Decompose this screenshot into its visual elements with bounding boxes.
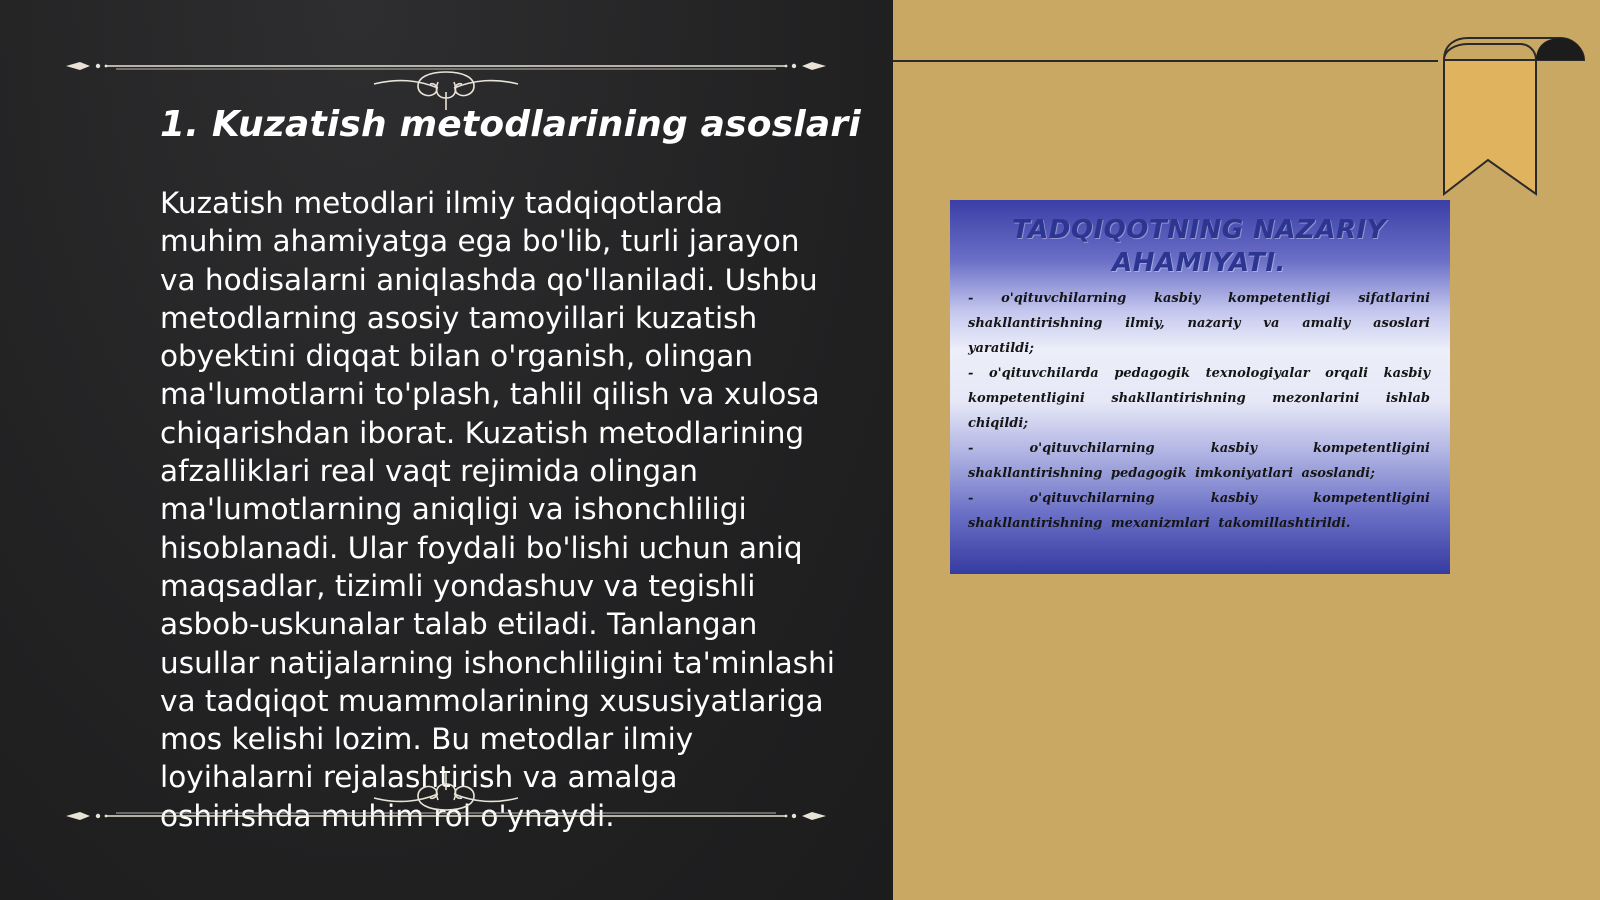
bookmark-ribbon-icon xyxy=(1436,36,1596,198)
horizontal-divider-line xyxy=(893,60,1438,62)
image-card-title: TADQIQOTNING NAZARIY AHAMIYATI. xyxy=(1011,215,1387,278)
list-item: - o'qituvchilarda pedagogik texnologiyalar orqali kasbiy kompetentligini shakllantirishning mezonlarini ishlab chiqildi; xyxy=(968,361,1430,436)
image-card-list xyxy=(968,286,1430,536)
slide-title: 1. Kuzatish metodlarining asoslari xyxy=(160,104,861,145)
top-ornament-divider-icon xyxy=(66,52,826,112)
theoretical-significance-image xyxy=(950,200,1450,574)
list-item: - o'qituvchilarning kasbiy kompetentligi sifatlarini shakllantirishning ilmiy, nazariy va amaliy asoslari yaratildi; xyxy=(968,286,1430,361)
list-item: - o'qituvchilarning kasbiy kompetentligini shakllantirishning mexanizmlari takomillashtirildi. xyxy=(968,486,1430,536)
slide-body-text: Kuzatish metodlari ilmiy tadqiqotlarda muhim ahamiyatga ega bo'lib, turli jarayon va hodisalarni aniqlashda qo'llaniladi. Ushbu metodlarning asosiy tamoyillari kuzatish obyektini diqqat bilan o'rganish, olingan ma'lumotlarni to'plash, tahlil qilish va xulosa chiqarishdan iborat. Kuzatish metodlarining afzalliklari real vaqt rejimida olingan ma'lumotlarning aniqligi va ishonchliligi hisoblanadi. Ular foydali bo'lishi uchun aniq maqsadlar, tizimli yondashuv va tegishli asbob-uskunalar talab etiladi. Tanlangan usullar natijalarning ishonchliligini ta'minlashi va tadqiqot muammolarining xususiyatlariga mos kelishi lozim. Bu metodlar ilmiy loyihalarni rejalashtirish va amalga oshirishda muhim rol o'ynaydi. xyxy=(160,186,835,833)
list-item: - o'qituvchilarning kasbiy kompetentligini shakllantirishning pedagogik imkoniyatlari asoslandi; xyxy=(968,436,1430,486)
bottom-ornament-divider-icon xyxy=(66,770,826,830)
